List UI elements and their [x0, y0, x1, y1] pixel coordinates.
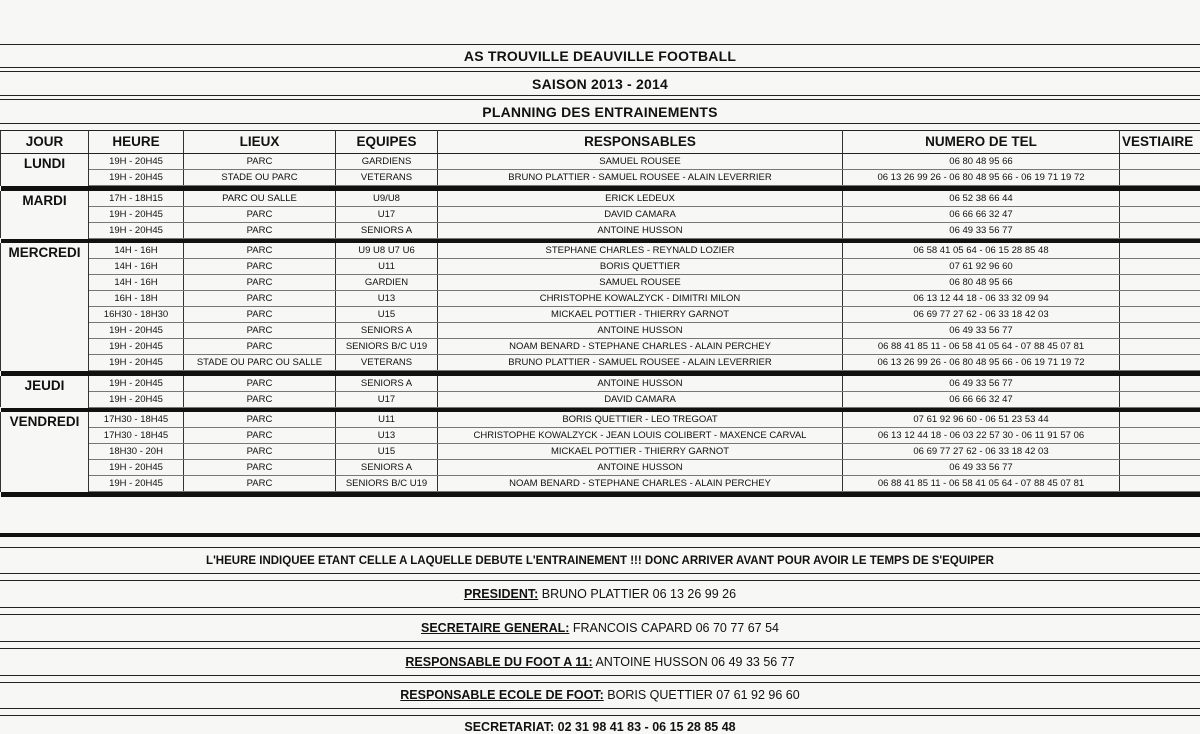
club-title: AS TROUVILLE DEAUVILLE FOOTBALL [463, 48, 737, 64]
cell-heure: 14H - 16H [89, 259, 184, 275]
cell-equipe: U17 [336, 206, 438, 222]
table-row [1, 460, 1200, 476]
rule [0, 715, 1200, 716]
cell-lieu: PARC [184, 259, 336, 275]
cell-vestiaire [1120, 191, 1200, 207]
cell-equipe: GARDIENS [336, 154, 438, 170]
day-separator [1, 492, 1200, 497]
foot11-label: RESPONSABLE DU FOOT A 11: [405, 655, 593, 669]
table-header-row [1, 131, 1200, 154]
ecole-line [0, 688, 1200, 702]
rule [0, 648, 1200, 649]
rule [0, 682, 1200, 683]
cell-tel: 06 66 66 32 47 [843, 206, 1120, 222]
cell-vestiaire [1120, 444, 1200, 460]
day-label: MARDI [1, 191, 89, 239]
cell-heure: 14H - 16H [89, 275, 184, 291]
table-row [1, 476, 1200, 492]
cell-vestiaire [1120, 307, 1200, 323]
cell-vestiaire [1120, 206, 1200, 222]
cell-lieu: PARC [184, 243, 336, 259]
cell-heure: 19H - 20H45 [89, 376, 184, 392]
cell-heure: 19H - 20H45 [89, 476, 184, 492]
cell-lieu: PARC [184, 275, 336, 291]
day-label: JEUDI [1, 376, 89, 408]
cell-equipe: U17 [336, 391, 438, 407]
cell-lieu: PARC [184, 339, 336, 355]
cell-heure: 19H - 20H45 [89, 206, 184, 222]
cell-responsables: NOAM BENARD - STEPHANE CHARLES - ALAIN PERCHEY [438, 339, 843, 355]
table-row [1, 391, 1200, 407]
cell-heure: 17H - 18H15 [89, 191, 184, 207]
cell-vestiaire [1120, 476, 1200, 492]
col-responsables: RESPONSABLES [438, 131, 843, 154]
cell-heure: 17H30 - 18H45 [89, 428, 184, 444]
cell-vestiaire [1120, 323, 1200, 339]
rule [0, 573, 1200, 574]
cell-equipe: U9 U8 U7 U6 [336, 243, 438, 259]
cell-responsables: DAVID CAMARA [438, 206, 843, 222]
rule [0, 580, 1200, 581]
ecole-label: RESPONSABLE ECOLE DE FOOT: [400, 688, 604, 702]
cell-heure: 16H - 18H [89, 291, 184, 307]
table-row [1, 428, 1200, 444]
secretaire-value: FRANCOIS CAPARD 06 70 77 67 54 [569, 621, 779, 635]
cell-equipe: SENIORS B/C U19 [336, 339, 438, 355]
table-row [1, 307, 1200, 323]
rule-thick [0, 533, 1200, 537]
cell-equipe: U15 [336, 307, 438, 323]
cell-heure: 19H - 20H45 [89, 222, 184, 238]
cell-lieu: PARC [184, 412, 336, 428]
rule [0, 614, 1200, 615]
table-row [1, 291, 1200, 307]
cell-responsables: BORIS QUETTIER - LEO TREGOAT [438, 412, 843, 428]
cell-lieu: PARC OU SALLE [184, 191, 336, 207]
cell-tel: 06 49 33 56 77 [843, 222, 1120, 238]
season-title: SAISON 2013 - 2014 [532, 76, 668, 92]
cell-lieu: PARC [184, 222, 336, 238]
secretariat-label: SECRETARIAT: [464, 720, 555, 734]
col-vestiaire: VESTIAIRE [1120, 131, 1200, 154]
table-row [1, 191, 1200, 207]
cell-tel: 06 80 48 95 66 [843, 275, 1120, 291]
cell-tel: 06 66 66 32 47 [843, 391, 1120, 407]
planning-title: PLANNING DES ENTRAINEMENTS [482, 104, 718, 120]
cell-heure: 19H - 20H45 [89, 154, 184, 170]
cell-vestiaire [1120, 275, 1200, 291]
cell-responsables: ERICK LEDEUX [438, 191, 843, 207]
cell-equipe: U11 [336, 412, 438, 428]
cell-tel: 06 52 38 66 44 [843, 191, 1120, 207]
cell-vestiaire [1120, 355, 1200, 371]
cell-heure: 19H - 20H45 [89, 355, 184, 371]
president-label: PRESIDENT: [463, 587, 539, 601]
cell-responsables: BRUNO PLATTIER - SAMUEL ROUSEE - ALAIN LEVERRIER [438, 170, 843, 186]
cell-tel: 06 88 41 85 11 - 06 58 41 05 64 - 07 88 45 07 81 [843, 476, 1120, 492]
cell-tel: 06 49 33 56 77 [843, 323, 1120, 339]
table-row [1, 275, 1200, 291]
cell-equipe: VETERANS [336, 355, 438, 371]
table-row [1, 243, 1200, 259]
rule [0, 123, 1200, 124]
secretaire-label: SECRETAIRE GENERAL: [421, 621, 570, 635]
col-jour: JOUR [1, 131, 89, 154]
rule [0, 607, 1200, 608]
cell-responsables: MICKAEL POTTIER - THIERRY GARNOT [438, 444, 843, 460]
cell-tel: 07 61 92 96 60 [843, 259, 1120, 275]
cell-equipe: SENIORS A [336, 323, 438, 339]
secretaire-line [0, 621, 1200, 635]
cell-vestiaire [1120, 376, 1200, 392]
foot11-value: ANTOINE HUSSON 06 49 33 56 77 [592, 655, 795, 669]
day-label: VENDREDI [1, 412, 89, 492]
cell-responsables: BRUNO PLATTIER - SAMUEL ROUSEE - ALAIN LEVERRIER [438, 355, 843, 371]
cell-tel: 06 13 26 99 26 - 06 80 48 95 66 - 06 19 71 19 72 [843, 170, 1120, 186]
cell-tel: 06 13 26 99 26 - 06 80 48 95 66 - 06 19 71 19 72 [843, 355, 1120, 371]
training-table [0, 130, 1200, 497]
cell-lieu: PARC [184, 444, 336, 460]
warning-note: L'HEURE INDIQUEE ETANT CELLE A LAQUELLE DEBUTE L'ENTRAINEMENT !!! DONC ARRIVER AVANT POUR AVOIR LE TEMPS DE S'EQUIPER [206, 555, 994, 567]
secretariat-line [0, 720, 1200, 734]
cell-responsables: CHRISTOPHE KOWALZYCK - DIMITRI MILON [438, 291, 843, 307]
cell-lieu: PARC [184, 154, 336, 170]
cell-lieu: PARC [184, 476, 336, 492]
cell-lieu: STADE OU PARC [184, 170, 336, 186]
rule [0, 641, 1200, 642]
cell-vestiaire [1120, 170, 1200, 186]
cell-heure: 16H30 - 18H30 [89, 307, 184, 323]
table-row [1, 222, 1200, 238]
table-row [1, 206, 1200, 222]
cell-equipe: U13 [336, 428, 438, 444]
cell-heure: 19H - 20H45 [89, 339, 184, 355]
day-label: LUNDI [1, 154, 89, 186]
cell-heure: 19H - 20H45 [89, 323, 184, 339]
cell-vestiaire [1120, 391, 1200, 407]
cell-tel: 06 13 12 44 18 - 06 33 32 09 94 [843, 291, 1120, 307]
col-equipes: EQUIPES [336, 131, 438, 154]
cell-vestiaire [1120, 412, 1200, 428]
rule [0, 95, 1200, 96]
cell-equipe: SENIORS A [336, 222, 438, 238]
table-row [1, 376, 1200, 392]
cell-equipe: U11 [336, 259, 438, 275]
table-row [1, 259, 1200, 275]
cell-responsables: MICKAEL POTTIER - THIERRY GARNOT [438, 307, 843, 323]
secretariat-value: 02 31 98 41 83 - 06 15 28 85 48 [554, 720, 736, 734]
cell-lieu: PARC [184, 428, 336, 444]
cell-responsables: STEPHANE CHARLES - REYNALD LOZIER [438, 243, 843, 259]
cell-vestiaire [1120, 243, 1200, 259]
cell-lieu: PARC [184, 291, 336, 307]
cell-tel: 06 88 41 85 11 - 06 58 41 05 64 - 07 88 45 07 81 [843, 339, 1120, 355]
rule [0, 67, 1200, 68]
cell-vestiaire [1120, 339, 1200, 355]
cell-lieu: STADE OU PARC OU SALLE [184, 355, 336, 371]
president-value: BRUNO PLATTIER 06 13 26 99 26 [538, 587, 737, 601]
day-label: MERCREDI [1, 243, 89, 371]
cell-tel: 06 69 77 27 62 - 06 33 18 42 03 [843, 307, 1120, 323]
cell-heure: 19H - 20H45 [89, 391, 184, 407]
rule [0, 547, 1200, 548]
cell-responsables: ANTOINE HUSSON [438, 323, 843, 339]
cell-lieu: PARC [184, 323, 336, 339]
table-row [1, 355, 1200, 371]
rule [0, 708, 1200, 709]
cell-equipe: GARDIEN [336, 275, 438, 291]
cell-heure: 19H - 20H45 [89, 460, 184, 476]
cell-tel: 06 13 12 44 18 - 06 03 22 57 30 - 06 11 91 57 06 [843, 428, 1120, 444]
cell-equipe: U15 [336, 444, 438, 460]
table-row [1, 170, 1200, 186]
cell-equipe: U9/U8 [336, 191, 438, 207]
col-tel: NUMERO DE TEL [843, 131, 1120, 154]
cell-tel: 06 80 48 95 66 [843, 154, 1120, 170]
cell-heure: 18H30 - 20H [89, 444, 184, 460]
table-row [1, 412, 1200, 428]
separator-bar [1, 492, 1200, 497]
cell-responsables: ANTOINE HUSSON [438, 460, 843, 476]
cell-vestiaire [1120, 291, 1200, 307]
cell-equipe: SENIORS B/C U19 [336, 476, 438, 492]
cell-tel: 06 69 77 27 62 - 06 33 18 42 03 [843, 444, 1120, 460]
table-row [1, 339, 1200, 355]
cell-equipe: U13 [336, 291, 438, 307]
foot11-line [0, 655, 1200, 669]
cell-vestiaire [1120, 154, 1200, 170]
cell-responsables: ANTOINE HUSSON [438, 376, 843, 392]
cell-lieu: PARC [184, 376, 336, 392]
table-row [1, 444, 1200, 460]
table-row [1, 323, 1200, 339]
cell-vestiaire [1120, 460, 1200, 476]
cell-responsables: ANTOINE HUSSON [438, 222, 843, 238]
president-line [0, 587, 1200, 601]
cell-tel: 07 61 92 96 60 - 06 51 23 53 44 [843, 412, 1120, 428]
cell-responsables: BORIS QUETTIER [438, 259, 843, 275]
cell-lieu: PARC [184, 206, 336, 222]
rule [0, 44, 1200, 45]
cell-responsables: SAMUEL ROUSEE [438, 275, 843, 291]
cell-lieu: PARC [184, 460, 336, 476]
cell-responsables: NOAM BENARD - STEPHANE CHARLES - ALAIN PERCHEY [438, 476, 843, 492]
cell-lieu: PARC [184, 391, 336, 407]
cell-vestiaire [1120, 428, 1200, 444]
cell-equipe: SENIORS A [336, 460, 438, 476]
cell-responsables: CHRISTOPHE KOWALZYCK - JEAN LOUIS COLIBERT - MAXENCE CARVAL [438, 428, 843, 444]
ecole-value: BORIS QUETTIER 07 61 92 96 60 [603, 688, 800, 702]
cell-lieu: PARC [184, 307, 336, 323]
cell-equipe: SENIORS A [336, 376, 438, 392]
cell-tel: 06 49 33 56 77 [843, 460, 1120, 476]
rule [0, 71, 1200, 72]
cell-tel: 06 58 41 05 64 - 06 15 28 85 48 [843, 243, 1120, 259]
rule [0, 675, 1200, 676]
cell-equipe: VETERANS [336, 170, 438, 186]
cell-heure: 19H - 20H45 [89, 170, 184, 186]
cell-heure: 14H - 16H [89, 243, 184, 259]
cell-responsables: SAMUEL ROUSEE [438, 154, 843, 170]
cell-tel: 06 49 33 56 77 [843, 376, 1120, 392]
cell-vestiaire [1120, 259, 1200, 275]
rule [0, 99, 1200, 100]
col-heure: HEURE [89, 131, 184, 154]
cell-responsables: DAVID CAMARA [438, 391, 843, 407]
col-lieux: LIEUX [184, 131, 336, 154]
cell-heure: 17H30 - 18H45 [89, 412, 184, 428]
table-row [1, 154, 1200, 170]
cell-vestiaire [1120, 222, 1200, 238]
